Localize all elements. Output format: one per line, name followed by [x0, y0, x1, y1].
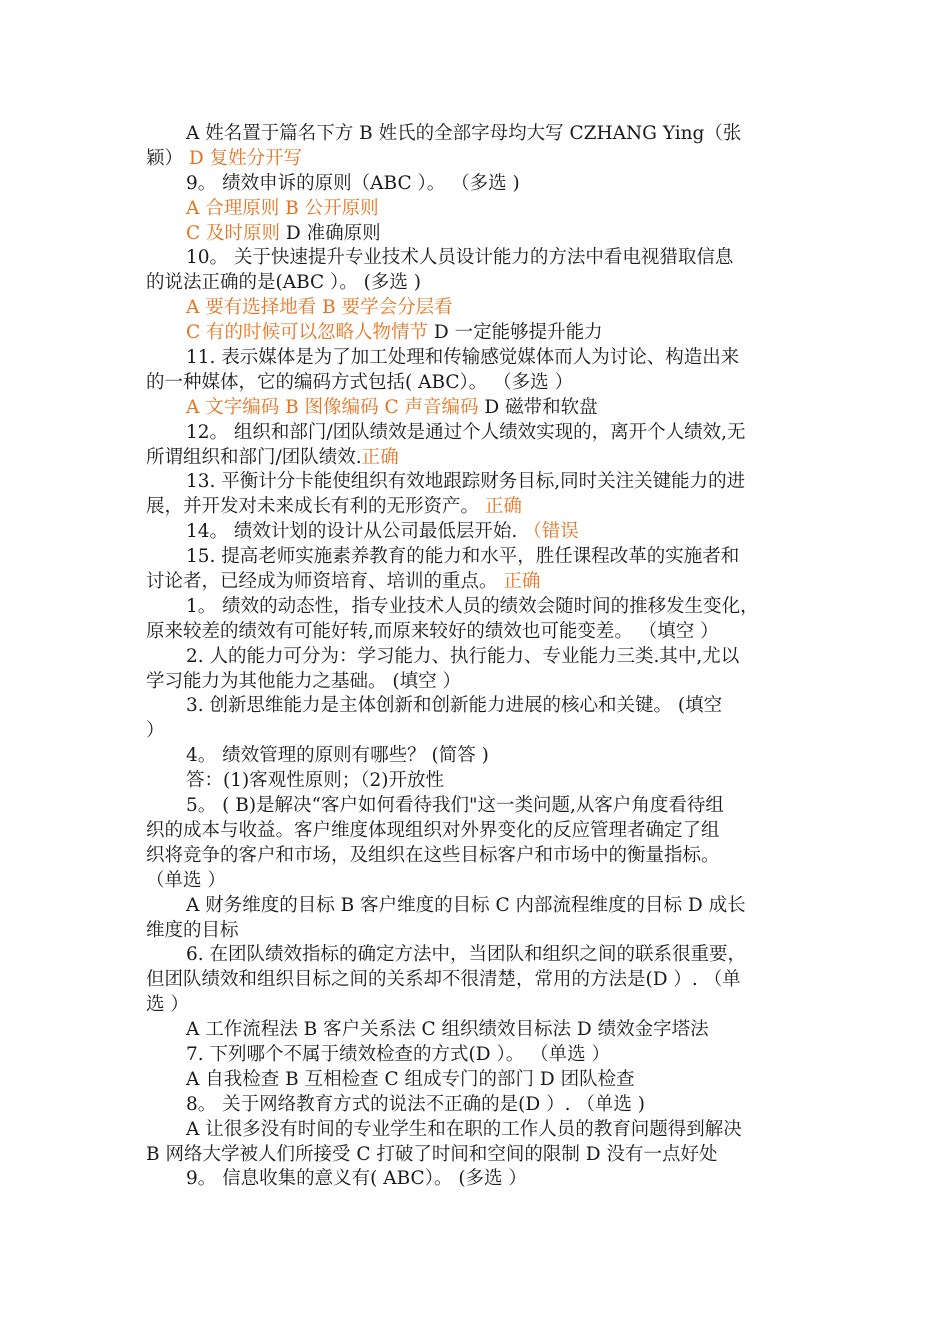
text-line: [146, 645, 806, 670]
text-segment: 的说法正确的是(ABC ）。 (多选 ): [146, 272, 421, 294]
text-segment: 4。 绩效管理的原则有哪些？ (简答 ): [186, 745, 489, 767]
text-segment: B 网络大学被人们所接受 C 打破了时间和空间的限制 D 没有一点好处: [146, 1143, 718, 1165]
text-line: [146, 1043, 806, 1068]
text-segment: 选 ）: [146, 994, 189, 1016]
text-line: [146, 545, 806, 570]
text-line: [146, 246, 806, 271]
text-segment: 11. 表示媒体是为了加工处理和传输感觉媒体而人为讨论、构造出来: [186, 347, 740, 369]
text-segment: 织将竞争的客户和市场，及组织在这些目标客户和市场中的衡量指标。: [146, 844, 720, 866]
text-segment: D 一定能够提升能力: [428, 322, 603, 344]
text-line: [146, 197, 806, 222]
text-segment: 9。 信息收集的意义有( ABC）。 (多选 ）: [186, 1168, 527, 1190]
text-line: [146, 670, 806, 695]
text-segment: 的一种媒体，它的编码方式包括( ABC）。 （多选 ）: [146, 371, 574, 393]
text-segment: 织的成本与收益。客户维度体现组织对外界变化的反应管理者确定了组: [146, 819, 720, 841]
text-line: [146, 1068, 806, 1093]
answer-highlight: A 文字编码 B 图像编码 C 声音编码: [186, 396, 479, 418]
text-line: [146, 296, 806, 321]
text-line: [146, 769, 806, 794]
text-segment: A 工作流程法 B 客户关系法 C 组织绩效目标法 D 绩效金字塔法: [186, 1019, 709, 1041]
text-line: [146, 894, 806, 919]
text-line: [146, 172, 806, 197]
text-line: [146, 1143, 806, 1168]
document-body: [146, 122, 806, 1192]
text-segment: 3. 创新思维能力是主体创新和创新能力进展的核心和关键。 (填空: [186, 695, 723, 717]
answer-highlight: C 及时原则: [186, 222, 281, 244]
text-line: [146, 620, 806, 645]
text-segment: 8。 关于网络教育方式的说法不正确的是(D ）. （单选 ): [186, 1093, 645, 1115]
text-line: [146, 470, 806, 495]
text-line: [146, 122, 806, 147]
answer-highlight: 正确: [503, 571, 541, 593]
text-line: [146, 147, 806, 172]
text-segment: A 姓名置于篇名下方 B 姓氏的全部字母均大写 CZHANG Ying（张: [186, 123, 742, 144]
text-segment: A 让很多没有时间的专业学生和在职的工作人员的教育问题得到解决: [186, 1118, 742, 1140]
text-line: [146, 1018, 806, 1043]
text-line: [146, 794, 806, 819]
text-line: [146, 1118, 806, 1143]
answer-highlight: A 要有选择地看 B 要学会分层看: [186, 297, 453, 319]
text-line: [146, 719, 806, 744]
answer-highlight: 正确: [361, 446, 399, 468]
text-line: [146, 844, 806, 869]
text-segment: 答：(1)客观性原则；（2)开放性: [186, 770, 444, 792]
text-segment: 所谓组织和部门/团队绩效.: [146, 446, 362, 468]
text-line: [146, 993, 806, 1018]
text-segment: 2. 人的能力可分为：学习能力、执行能力、专业能力三类.其中,尤以: [186, 645, 740, 667]
text-segment: 但团队绩效和组织目标之间的关系却不很清楚，常用的方法是(D ）. （单: [146, 969, 741, 991]
text-segment: 13. 平衡计分卡能使组织有效地跟踪财务目标,同时关注关键能力的进: [186, 471, 746, 493]
answer-highlight: C 有的时候可以忽略人物情节: [186, 322, 429, 344]
text-line: [146, 271, 806, 296]
text-segment: 展，并开发对未来成长有利的无形资产。: [146, 496, 485, 518]
text-line: [146, 919, 806, 944]
text-segment: A 财务维度的目标 B 客户维度的目标 C 内部流程维度的目标 D 成长: [186, 894, 746, 916]
text-segment: ）: [146, 720, 165, 742]
text-segment: 维度的目标: [146, 919, 239, 941]
text-line: [146, 321, 806, 346]
answer-highlight: 正确: [484, 496, 522, 518]
text-segment: 原来较差的绩效有可能好转,而原来较好的绩效也可能变差。 （填空 ）: [146, 620, 719, 642]
text-line: [146, 520, 806, 545]
text-segment: A 自我检查 B 互相检查 C 组成专门的部门 D 团队检查: [186, 1068, 635, 1090]
text-segment: 颖）: [146, 147, 189, 169]
text-line: [146, 421, 806, 446]
text-line: [146, 968, 806, 993]
text-segment: 15. 提高老师实施素养教育的能力和水平，胜任课程改革的实施者和: [186, 546, 740, 568]
text-segment: 1。 绩效的动态性，指专业技术人员的绩效会随时间的推移发生变化，: [186, 595, 759, 617]
text-segment: 6. 在团队绩效指标的确定方法中，当团队和组织之间的联系很重要，: [186, 944, 747, 966]
text-line: [146, 744, 806, 769]
text-segment: 14。 绩效计划的设计从公司最低层开始.: [186, 521, 524, 543]
text-line: [146, 222, 806, 247]
text-segment: 10。 关于快速提升专业技术人员设计能力的方法中看电视猎取信息: [186, 247, 734, 269]
text-line: [146, 819, 806, 844]
text-segment: （单选 ）: [146, 869, 226, 891]
text-segment: D 准确原则: [280, 222, 381, 244]
text-line: [146, 1093, 806, 1118]
text-segment: 学习能力为其他能力之基础。 (填空 ）: [146, 670, 461, 692]
text-line: [146, 869, 806, 894]
text-segment: 12。 组织和部门/团队绩效是通过个人绩效实现的，离开个人绩效,无: [186, 421, 746, 443]
text-segment: 7. 下列哪个不属于绩效检查的方式(D ）。 （单选 ）: [186, 1043, 610, 1065]
answer-highlight: （错误: [523, 521, 579, 543]
text-segment: D 磁带和软盘: [478, 396, 598, 418]
text-line: [146, 570, 806, 595]
text-line: [146, 371, 806, 396]
text-line: [146, 1167, 806, 1192]
text-line: [146, 943, 806, 968]
text-line: [146, 346, 806, 371]
text-line: [146, 595, 806, 620]
text-line: [146, 495, 806, 520]
answer-highlight: D 复姓分开写: [188, 147, 303, 169]
text-segment: 9。 绩效申诉的原则（ABC ）。 （多选 ): [186, 172, 520, 194]
text-line: [146, 446, 806, 471]
text-segment: 5。 ( B)是解决“客户如何看待我们"这一类问题,从客户角度看待组: [186, 795, 724, 817]
answer-highlight: A 合理原则 B 公开原则: [186, 197, 379, 219]
text-segment: 讨论者，已经成为师资培育、培训的重点。: [146, 571, 504, 593]
text-line: [146, 396, 806, 421]
text-line: [146, 694, 806, 719]
